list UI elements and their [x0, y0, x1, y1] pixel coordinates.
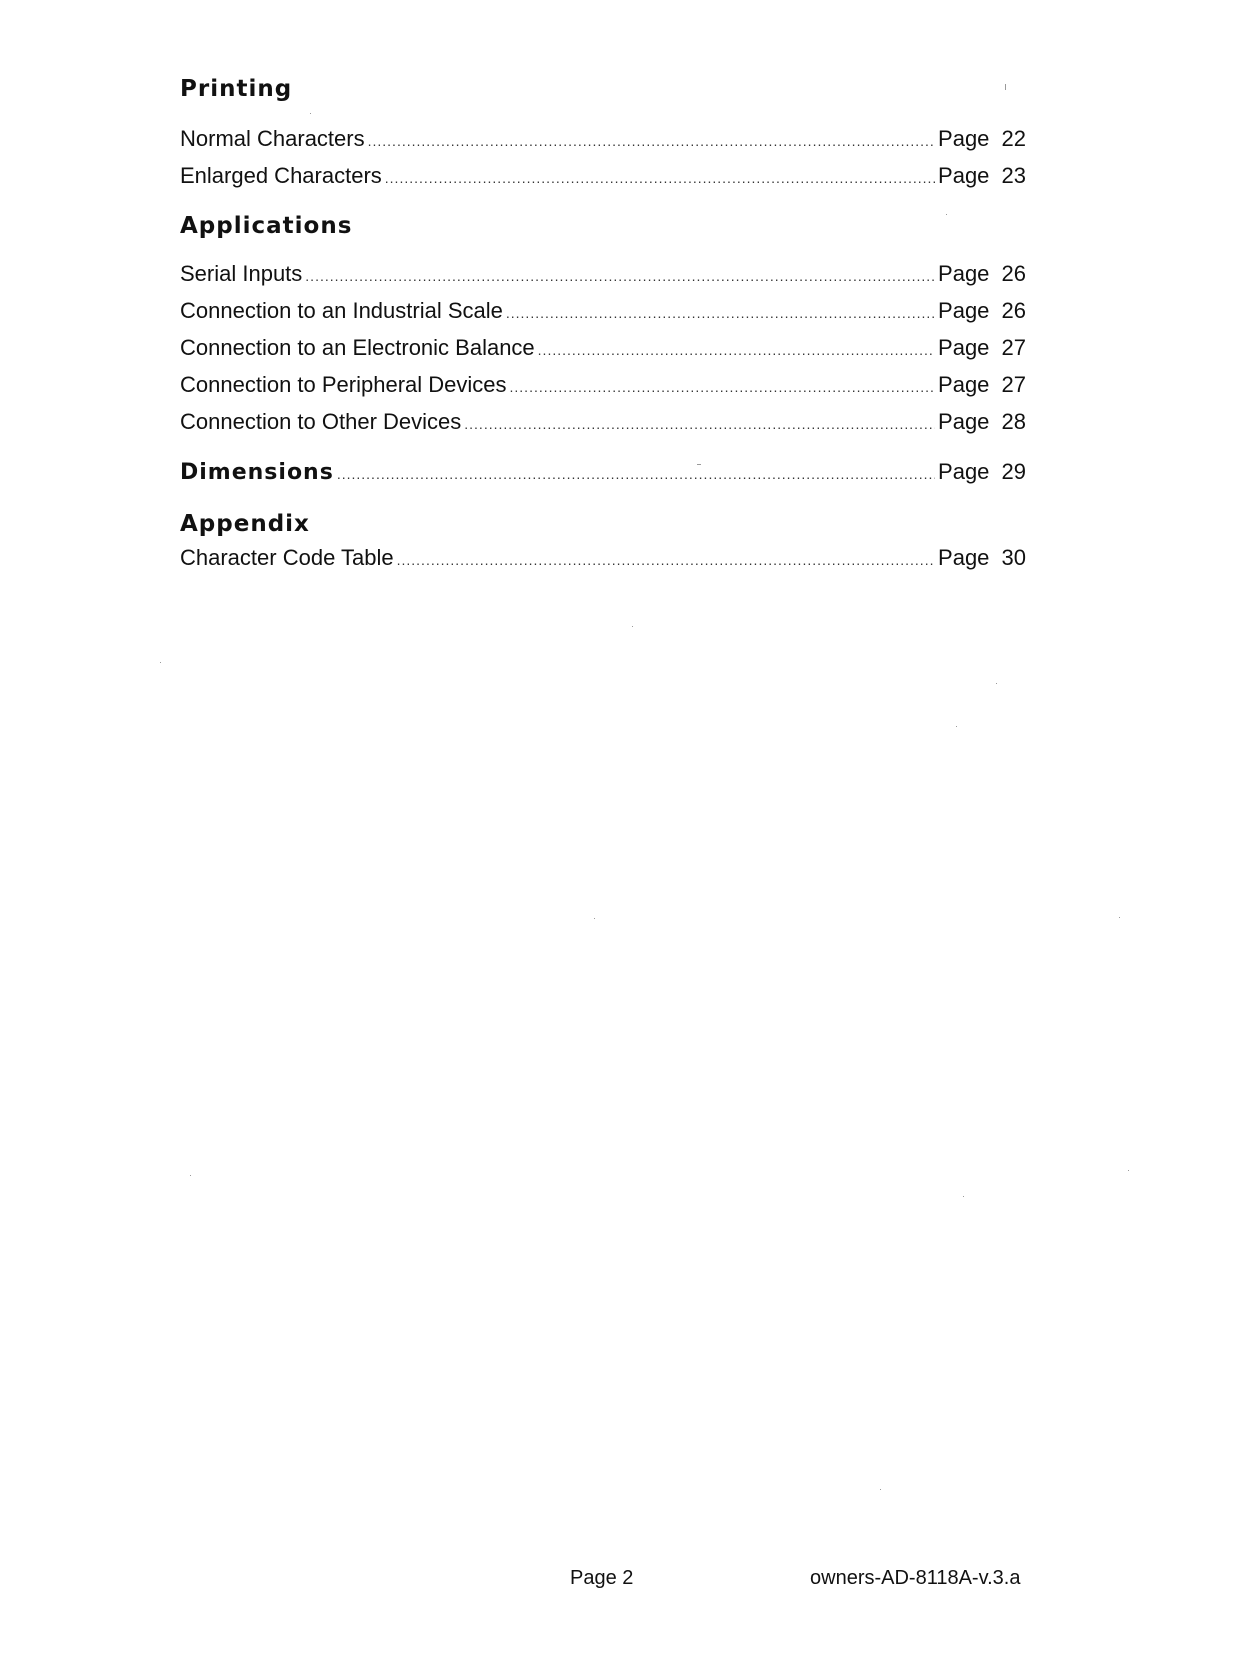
dot-leader [385, 163, 935, 193]
scan-speck [956, 726, 957, 727]
toc-entry-dimensions [180, 457, 1026, 487]
scan-speck [963, 1196, 964, 1197]
toc-entry-page: Page 30 [938, 545, 1026, 570]
toc-entry-label: Connection to Other Devices [180, 409, 462, 434]
footer-page-number: Page 2 [570, 1567, 634, 1589]
toc-entry-page: Page 22 [938, 126, 1026, 151]
toc-entry [180, 333, 1026, 363]
scan-speck [594, 918, 595, 919]
section-heading-dimensions: Dimensions [180, 460, 334, 485]
scan-speck [880, 1489, 881, 1490]
toc-entry [180, 124, 1026, 154]
toc-entry-label: Connection to Peripheral Devices [180, 372, 507, 397]
scan-speck [632, 626, 633, 627]
scan-speck [697, 464, 701, 465]
toc-entry-page: Page 29 [938, 459, 1026, 484]
scan-speck [190, 1175, 191, 1176]
toc-entry-label: Enlarged Characters [180, 163, 382, 188]
toc-entry-label: Serial Inputs [180, 261, 303, 286]
section-heading-appendix: Appendix [180, 511, 310, 537]
scan-speck [1128, 1170, 1129, 1171]
toc-entry [180, 259, 1026, 289]
toc-entry-page: Page 27 [938, 335, 1026, 360]
toc-entry [180, 543, 1026, 573]
dot-leader [337, 459, 935, 489]
scan-speck [996, 683, 997, 684]
toc-entry-label: Connection to an Electronic Balance [180, 335, 535, 360]
dot-leader [368, 126, 935, 156]
toc-entry-page: Page 26 [938, 298, 1026, 323]
toc-entry [180, 296, 1026, 326]
scan-speck [310, 113, 311, 114]
scan-speck [946, 214, 947, 215]
toc-entry-label: Connection to an Industrial Scale [180, 298, 503, 323]
dot-leader [538, 335, 935, 365]
scan-speck [160, 662, 161, 663]
section-heading-printing: Printing [180, 76, 293, 102]
toc-entry [180, 161, 1026, 191]
dot-leader [464, 409, 935, 439]
footer-document-id: owners-AD-8118A-v.3.a [810, 1567, 1021, 1589]
section-heading-applications: Applications [180, 213, 353, 239]
dot-leader [506, 298, 935, 328]
scan-speck [1005, 84, 1006, 90]
toc-entry-page: Page 26 [938, 261, 1026, 286]
dot-leader [510, 372, 936, 402]
toc-entry-page: Page 27 [938, 372, 1026, 397]
toc-entry [180, 407, 1026, 437]
dot-leader [397, 545, 935, 575]
toc-entry-label: Normal Characters [180, 126, 365, 151]
scan-speck [1119, 917, 1120, 918]
toc-entry [180, 370, 1026, 400]
toc-entry-page: Page 28 [938, 409, 1026, 434]
toc-entry-page: Page 23 [938, 163, 1026, 188]
dot-leader [305, 261, 935, 291]
toc-entry-label: Character Code Table [180, 545, 394, 570]
